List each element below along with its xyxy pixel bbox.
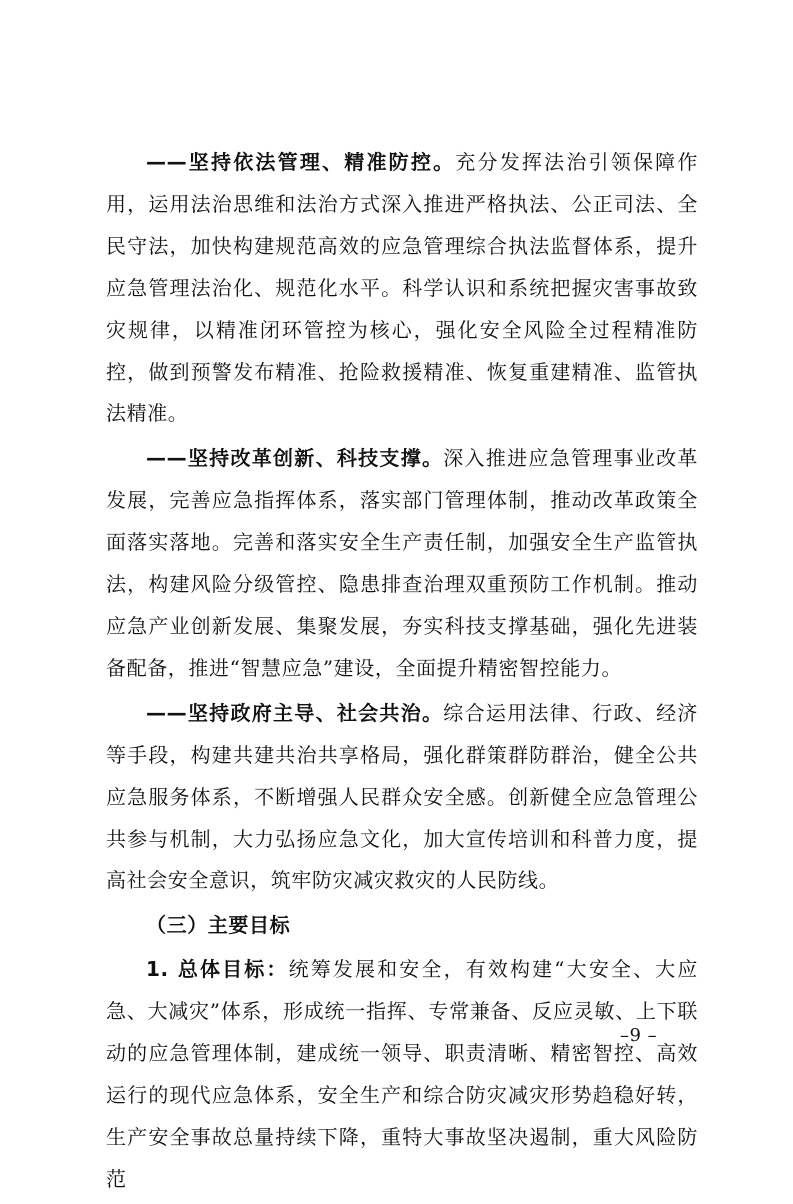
paragraph-government-led bbox=[106, 693, 698, 903]
paragraph-lead: ——坚持政府主导、社会共治。 bbox=[146, 700, 444, 725]
paragraph-overall-goal bbox=[106, 949, 698, 1200]
goal-text: 统筹发展和安全，有效构建“大安全、大应急、大减灾”体系，形成统一指挥、专常兼备、反应灵敏、上下联动的应急管理体制，建成统一领导、职责清晰、精密智控、高效运行的现代应急体系，安全生产和综合防灾减灾形势趋稳好转，生产安全事故总量持续下降，重特大事故坚决遏制，重大风险防范 bbox=[106, 957, 699, 1191]
paragraph-lead: ——坚持改革创新、科技支撑。 bbox=[146, 446, 444, 471]
paragraph-text: 深入推进应急管理事业改革发展，完善应急指挥体系，落实部门管理体制，推动改革政策全面落实落地。完善和落实安全生产责任制，加强安全生产监管执法，构建风险分级管控、隐患排查治理双重预防工作机制。推动应急产业创新发展、集聚发展，夯实科技支撑基础，强化先进装备配备，推进“智慧应急”建设，全面提升精密智控能力。 bbox=[106, 446, 698, 680]
document-body bbox=[106, 142, 698, 1204]
page-number: –9 – bbox=[620, 1025, 658, 1046]
section-heading-text: （三）主要目标 bbox=[146, 913, 291, 938]
goal-lead: 1. 总体目标： bbox=[146, 957, 289, 982]
paragraph-legal-management bbox=[106, 142, 698, 435]
paragraph-lead: ——坚持依法管理、精准防控。 bbox=[146, 150, 456, 174]
section-heading bbox=[106, 905, 698, 947]
paragraph-text: 充分发挥法治引领保障作用，运用法治思维和法治方式深入推进严格执法、公正司法、全民守法，加快构建规范高效的应急管理综合执法监督体系，提升应急管理法治化、规范化水平。科学认识和系统把握灾害事故致灾规律，以精准闭环管控为核心，强化安全风险全过程精准防控，做到预警发布精准、抢险救援精准、恢复重建精准、监管执法精准。 bbox=[106, 150, 698, 426]
paragraph-text: 综合运用法律、行政、经济等手段，构建共建共治共享格局，强化群策群防群治，健全公共应急服务体系，不断增强人民群众安全感。创新健全应急管理公共参与机制，大力弘扬应急文化，加大宣传培训和科普力度，提高社会安全意识，筑牢防灾减灾救灾的人民防线。 bbox=[106, 700, 698, 893]
paragraph-reform-innovation bbox=[106, 438, 698, 689]
